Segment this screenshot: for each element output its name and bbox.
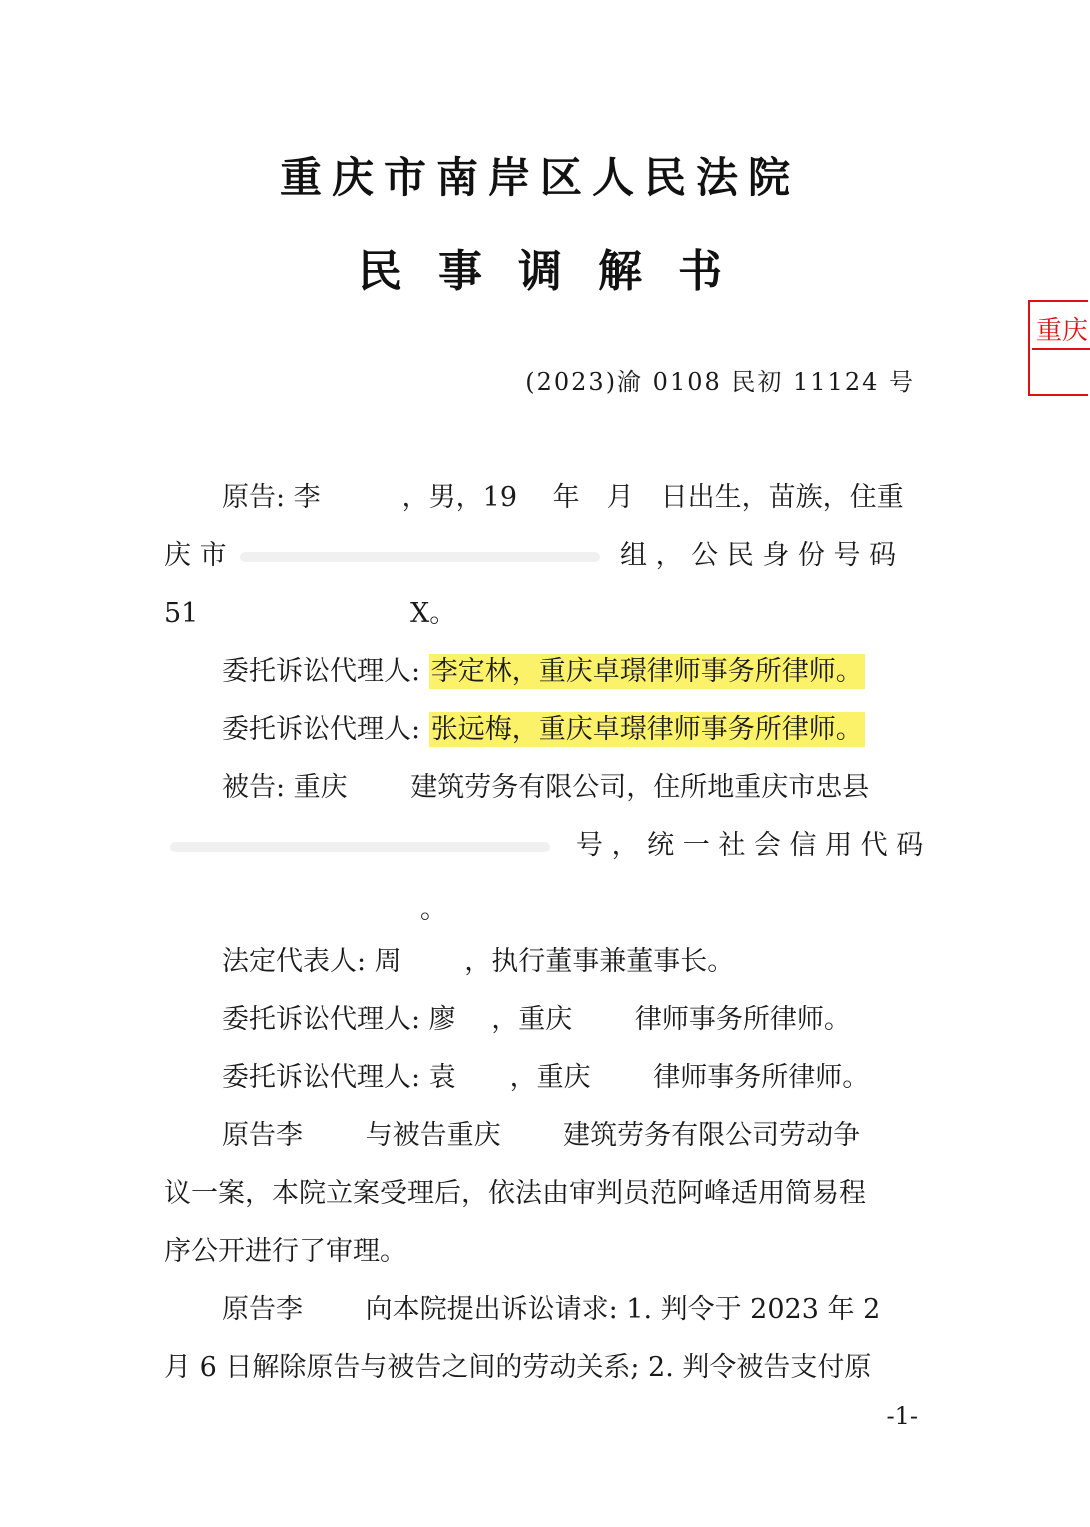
agent-2-label: 委托诉讼代理人: <box>222 714 421 745</box>
body-paragraph-2-line-1: 原告李 向本院提出诉讼请求: 1. 判令于 2023 年 2 <box>222 1294 881 1325</box>
defendant-line-1: 被告: 重庆 建筑劳务有限公司，住所地重庆市忠县 <box>222 772 870 803</box>
agent-1-label: 委托诉讼代理人: <box>222 656 421 687</box>
defendant-agent-2: 委托诉讼代理人: 袁 ，重庆 律师事务所律师。 <box>222 1062 870 1093</box>
defendant-agent-1: 委托诉讼代理人: 廖 ，重庆 律师事务所律师。 <box>222 1004 851 1035</box>
body-paragraph-1-line-1: 原告李 与被告重庆 建筑劳务有限公司劳动争 <box>222 1120 861 1151</box>
redacted-address <box>240 552 600 562</box>
body-paragraph-2-line-2: 月 6 日解除原告与被告之间的劳动关系; 2. 判令被告支付原 <box>164 1352 872 1383</box>
plaintiff-line-3a: 51 <box>164 598 199 629</box>
agent-1 <box>222 652 865 692</box>
seal-rule <box>1032 348 1090 350</box>
court-seal <box>1028 300 1088 396</box>
case-number: (2023)渝 0108 民初 11124 号 <box>525 368 915 396</box>
document-type-title: 民事调解书 <box>358 246 758 297</box>
plaintiff-line-1: 原告: 李 ，男，19 年 月 日出生，苗族，住重 <box>222 482 904 513</box>
legal-representative: 法定代表人: 周 ，执行董事兼董事长。 <box>222 946 735 977</box>
defendant-line-2: 号 ， 统 一 社 会 信 用 代 码 <box>576 830 924 861</box>
agent-2 <box>222 710 865 750</box>
plaintiff-line-2b: 组 ， 公 民 身 份 号 码 <box>620 540 897 571</box>
redacted-defendant-address <box>170 842 550 852</box>
plaintiff-line-2a: 庆 市 <box>164 540 227 571</box>
agent-1-highlight: 李定林，重庆卓璟律师事务所律师。 <box>430 656 863 687</box>
body-paragraph-1-line-2: 议一案，本院立案受理后，依法由审判员范阿峰适用简易程 <box>164 1178 866 1209</box>
court-name: 重庆市南岸区人民法院 <box>279 153 800 202</box>
defendant-line-3: 。 <box>420 894 447 925</box>
page-number: -1- <box>886 1402 918 1430</box>
agent-2-highlight: 张远梅，重庆卓璟律师事务所律师。 <box>430 714 863 745</box>
plaintiff-line-3b: X。 <box>410 598 457 629</box>
body-paragraph-1-line-3: 序公开进行了审理。 <box>164 1236 407 1267</box>
seal-text: 重庆 <box>1036 316 1089 346</box>
